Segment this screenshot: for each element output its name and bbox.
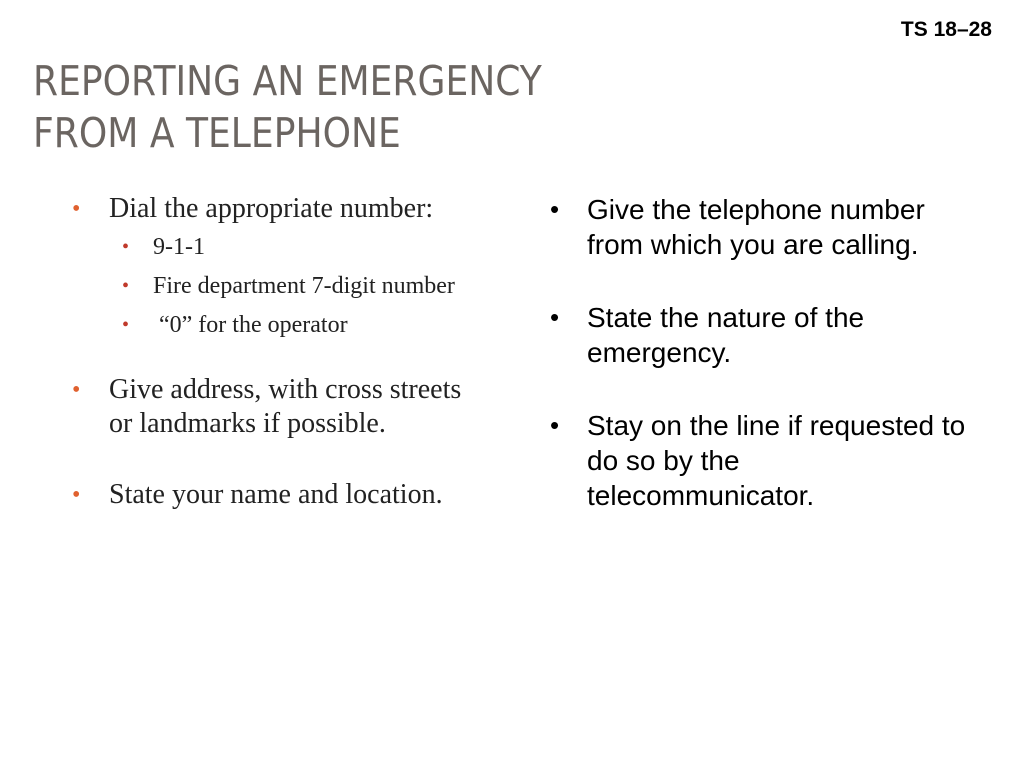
bullet-dot-icon: • <box>122 236 130 258</box>
bullet-dot-icon: • <box>122 275 130 297</box>
bullet-dot-icon: • <box>550 410 560 440</box>
list-item-text: Give address, with cross streets or landmarks if possible. <box>109 374 462 439</box>
list-item-text: Give the telephone number from which you are calling. <box>587 194 925 260</box>
bullet-dot-icon: • <box>72 482 81 508</box>
title-line-2: FROM A TELEPHONE <box>33 109 401 157</box>
sub-list-item <box>108 271 470 302</box>
list-item <box>548 408 968 513</box>
slide-number: TS 18–28 <box>900 18 992 41</box>
sub-list-item-text: 9-1-1 <box>153 234 205 260</box>
bullet-dot-icon: • <box>550 194 560 224</box>
bullet-dot-icon: • <box>122 314 130 336</box>
sub-list-item-text: “0” for the operator <box>153 312 348 338</box>
sub-list <box>70 232 470 341</box>
list-item-text: Stay on the line if requested to do so by the telecommunicator. <box>587 410 966 511</box>
right-bullet-column <box>548 192 968 513</box>
left-bullet-column <box>70 192 470 512</box>
list-item-text: State your name and location. <box>109 479 443 510</box>
sub-list-item <box>108 310 470 341</box>
sub-list-item <box>108 232 470 263</box>
list-item <box>548 300 968 370</box>
bullet-dot-icon: • <box>72 377 81 403</box>
list-item <box>70 192 470 226</box>
bullet-dot-icon: • <box>550 302 560 332</box>
bullet-dot-icon: • <box>72 196 81 222</box>
sub-list-item-text: Fire department 7-digit number <box>153 273 455 299</box>
list-item-text: State the nature of the emergency. <box>587 302 865 368</box>
list-item <box>70 478 470 512</box>
list-item <box>70 373 470 441</box>
list-item <box>548 192 968 262</box>
title-line-1: REPORTING AN EMERGENCY <box>33 57 542 105</box>
slide-title <box>33 55 649 159</box>
list-item-text: Dial the appropriate number: <box>109 193 434 224</box>
